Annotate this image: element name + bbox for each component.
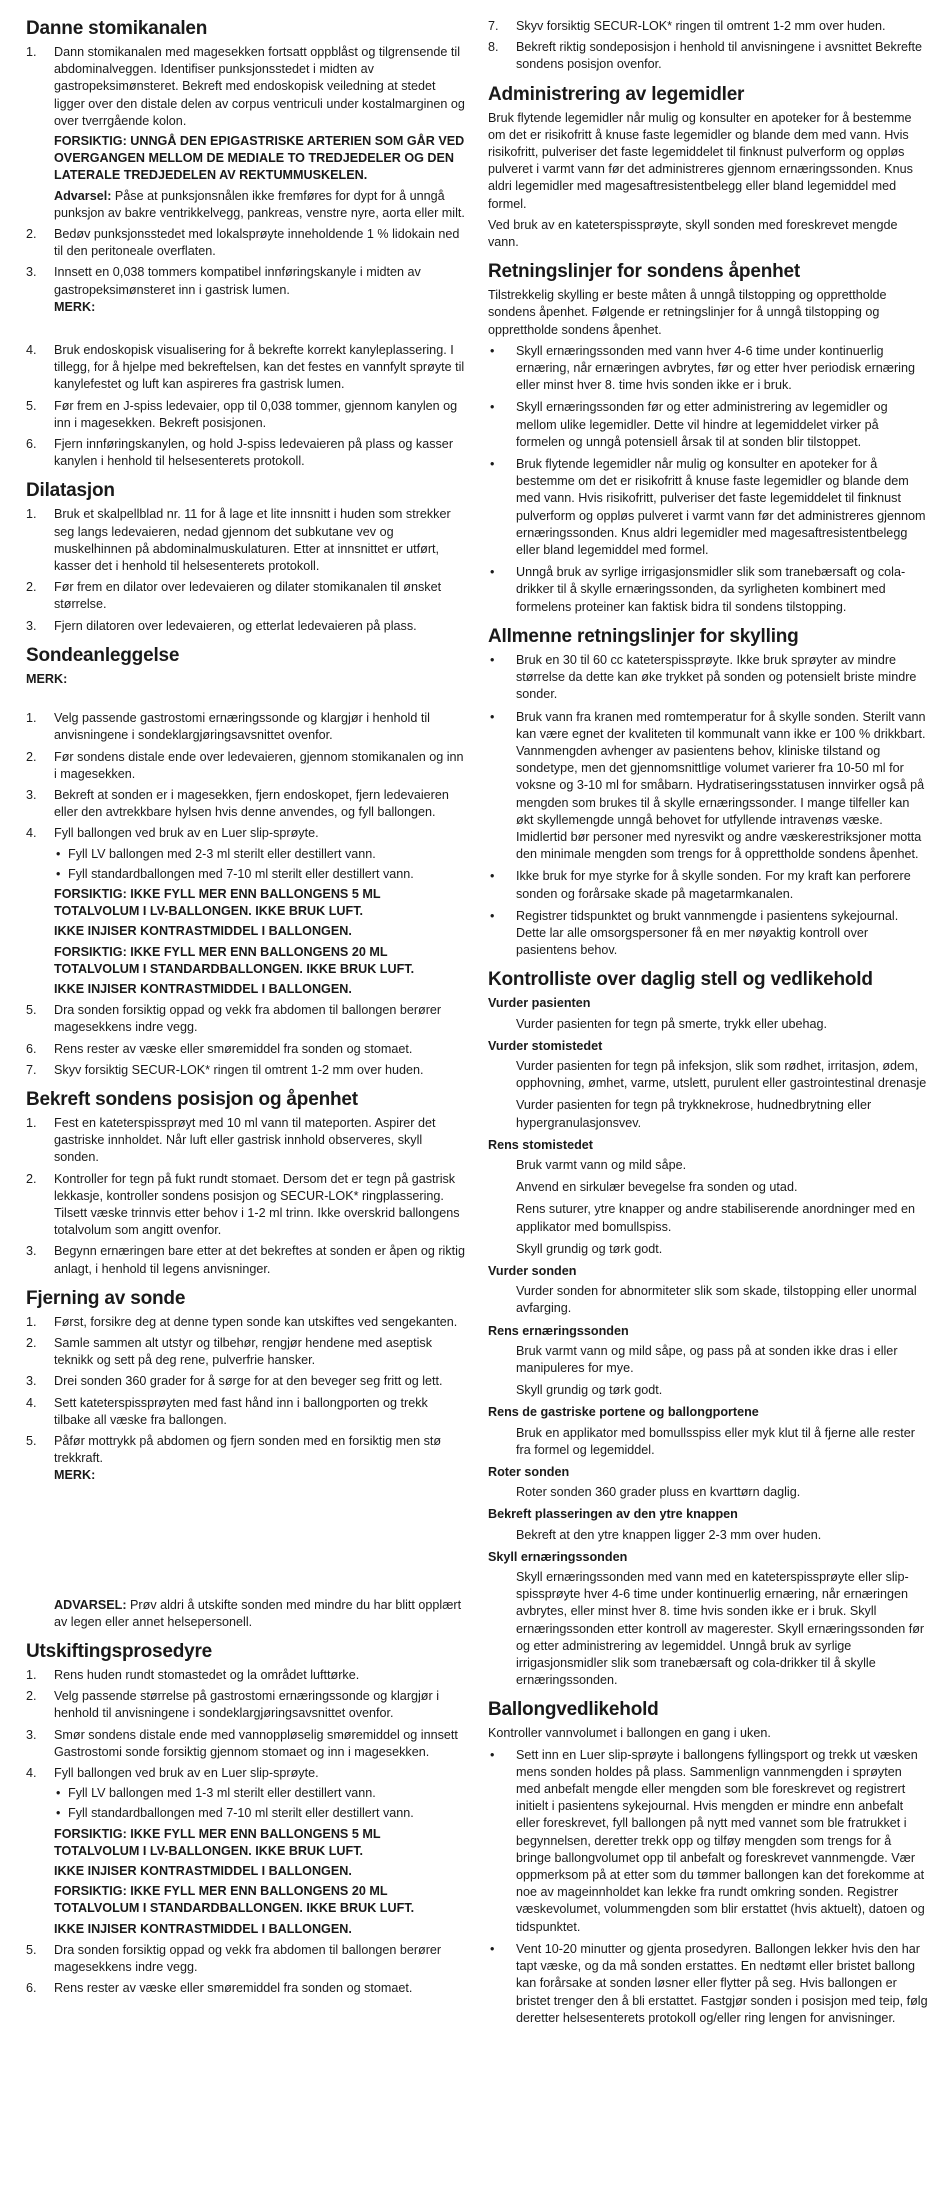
paragraph: Bruk varmt vann og mild såpe. <box>516 1157 687 1172</box>
paragraph: Bruk flytende legemidler når mulig og konsulter en apoteker for å bestemme om det er risikofritt å knuse faste legemidler og blande dem med vann. Hvis risikofritt, pulveriser det faste legemiddelet til finknust pulverform og oppløs pulveret i varmt vann før det administreres gjennom ernæringssonden. Knus aldri legemidler med magesaftresistentbelegg eller bland legemiddel med formel. <box>488 110 913 211</box>
note-label: MERK: <box>26 671 68 686</box>
list-item: • Bruk flytende legemidler når mulig og konsulter en apoteker for å bestemme om det er risikofritt å knuse faste legemidler og blande dem med vann. Hvis risikofritt, pulveriser det faste legemiddelet til finknust pulverform og oppløs pulveret i varmt vann før det administreres gjennom ernæringssonden. Knus aldri legemidler med magesaftresistentbelegg eller bland legemiddel med formel. <box>488 456 928 559</box>
list-utskifting <box>26 1667 466 1997</box>
paragraph: Bruk en applikator med bomullsspiss eller myk klut til å fjerne alle rester fra formel og legemiddel. <box>516 1425 915 1457</box>
list-item: • Skyll ernæringssonden med vann hver 4-6 time under kontinuerlig ernæring, når ernæringen avbrytes, før og etter hver periodisk ernæring eller minst hver 8. time hvis sonden ikke er i bruk. <box>488 343 928 395</box>
subheading: Rens stomistedet <box>488 1137 593 1152</box>
section-title-danne-stomikanalen: Danne stomikanalen <box>26 18 208 39</box>
paragraph: Vurder pasienten for tegn på smerte, trykk eller ubehag. <box>516 1016 828 1031</box>
list-fjerning <box>26 1314 466 1485</box>
paragraph: Ved bruk av en kateterspissprøyte, skyll sonden med foreskrevet mengde vann. <box>488 217 898 250</box>
list-item: 1. Rens huden rundt stomastedet og la området lufttørke. <box>26 1668 360 1683</box>
list-item: • Registrer tidspunktet og brukt vannmengde i pasientens sykejournal. Dette lar alle omsorgspersoner få en mer nøyaktig kontroll over pasientens behov. <box>488 908 928 960</box>
list-item: 1. Dann stomikanalen med magesekken fortsatt oppblåst og tilgrensende til abdominalveggen. Identifiser punksjonsstedet i midten av gastropeksimønsteret. Bekreft med endoskopisk veiledning at stedet ligger over den distale delen av corpus ventriculi under kostalmarginen og over tverrgående kolon. FORSIKTIG: UNNGÅ DEN EPIGASTRISKE ARTERIEN SOM GÅR VED OVERGANGEN MELLOM DE MEDIALE TO TREDJEDELER OG DEN LATERALE TREDJEDELEN AV REKTUMMUSKELEN. Advarsel: Påse at punksjonsnålen ikke fremføres for dypt for å unngå punksjon av bakre ventrikkelvegg, pankreas, venstre nyre, aorta eller milt. <box>26 44 466 222</box>
caution-text: FORSIKTIG: UNNGÅ DEN EPIGASTRISKE ARTERIEN SOM GÅR VED OVERGANGEN MELLOM DE MEDIALE TO TREDJEDELER OG DEN LATERALE TREDJEDELEN AV REKTUMMUSKELEN. <box>54 134 465 183</box>
list-item: 1. Velg passende gastrostomi ernæringssonde og klargjør i henhold til anvisningene i sondeklargjøringsavsnittet ovenfor. <box>26 711 430 743</box>
list-item: 3. Smør sondens distale ende med vannoppløselig smøremiddel og innsett Gastrostomi sonde forsiktig gjennom stomaet og inn i magesekken. <box>26 1727 458 1759</box>
paragraph: Kontroller vannvolumet i ballongen en gang i uken. <box>488 1726 771 1741</box>
list-item: 5. Dra sonden forsiktig oppad og vekk fra abdomen til ballongen berører magesekkens indre vegg. <box>26 1942 442 1975</box>
list-sondeanleggelse <box>26 710 466 1079</box>
list-item: 5. Påfør mottrykk på abdomen og fjern sonden med en forsiktig men stø trekkraft. MERK: <box>26 1433 466 1485</box>
list-utskifting-continued <box>488 18 928 74</box>
right-column <box>488 18 928 2032</box>
list-item: 1. Bruk et skalpellblad nr. 11 for å lage et lite innsnitt i huden som strekker seg langs ledevaieren, nedad gjennom det subkutane vev og muskelhinnen på abdominalmuskulaturen. Etter at innsnittet er utført, kasser det i henhold til helsesenterets protokoll. <box>26 507 451 574</box>
list-item: 3. Innsett en 0,038 tommers kompatibel innføringskanyle i midten av gastropeksimønsteret inn i gastrisk lumen. MERK: <box>26 264 466 338</box>
list-item: 3. Bekreft at sonden er i magesekken, fjern endoskopet, fjern ledevaieren eller den avtrekkbare hylsen hvis denne anvendes, og fyll ballongen. <box>26 787 449 820</box>
list-item: • Sett inn en Luer slip-sprøyte i ballongens fyllingsport og trekk ut væsken mens sonden holdes på plass. Sammenlign vannmengden i sprøyten med anbefalt mengde eller mengden som ble foreskrevet og registrert initielt i pasientens sykejournal. Hvis mengden er mindre enn anbefalt eller foreskrevet, fyll ballongen på nytt med vannet som ble fratrukket i begynnelsen, deretter trekk opp og tilføy mengden som trengs for å bringe ballongvolumet opp til anbefalt og foreskrevet vannmengde. Vær oppmerksom på at etter som du tømmer ballongen kan det forekomme at noe av mageinnholdet kan lekke fra rundt omkring sonden. Registrer væskevolumet, volummengden som blir erstattet (hvis aktuelt), datoen og tidspunktet. <box>488 1747 928 1936</box>
list-item: 2. Bedøv punksjonsstedet med lokalsprøyte inneholdende 1 % lidokain ned til den peritoneale overflaten. <box>26 227 460 259</box>
subheading: Roter sonden <box>488 1465 570 1480</box>
section-title-apenhet: Retningslinjer for sondens åpenhet <box>488 261 801 283</box>
subheading: Bekreft plasseringen av den ytre knappen <box>488 1507 738 1522</box>
list-item: 6. Fjern innføringskanylen, og hold J-spiss ledevaieren på plass og kasser kanylen i henhold til helsesenterets protokoll. <box>26 437 454 469</box>
sub-bullet: • Fyll standardballongen med 7-10 ml sterilt eller destillert vann. <box>54 866 466 883</box>
sub-bullet: • Fyll LV ballongen med 2-3 ml sterilt eller destillert vann. <box>54 846 466 863</box>
sub-bullet: • Fyll LV ballongen med 1-3 ml sterilt eller destillert vann. <box>54 1785 466 1802</box>
list-item: 3. Fjern dilatoren over ledevaieren, og etterlat ledevaieren på plass. <box>26 618 417 633</box>
list-item: • Unngå bruk av syrlige irrigasjonsmidler slik som tranebærsaft og cola-drikker til å skylle ernæringssonden, da syrligheten kombinert med formelens proteiner kan faktisk bidra til sondens tilstopping. <box>488 564 928 616</box>
bullet-list-apenhet <box>488 343 928 616</box>
caution-text: IKKE INJISER KONTRASTMIDDEL I BALLONGEN. <box>54 1864 352 1879</box>
section-title-bekreft-posisjon: Bekreft sondens posisjon og åpenhet <box>26 1088 358 1110</box>
subheading: Vurder sonden <box>488 1263 577 1278</box>
caution-text: FORSIKTIG: IKKE FYLL MER ENN BALLONGENS 20 ML TOTALVOLUM I STANDARDBALLONGEN. IKKE BRUK LUFT. <box>54 944 415 976</box>
list-item: 7. Skyv forsiktig SECUR-LOK* ringen til omtrent 1-2 mm over huden. <box>488 19 886 33</box>
list-item: • Vent 10-20 minutter og gjenta prosedyren. Ballongen lekker hvis den har tapt væske, og da må sonden erstattes. En nedtømt eller bristet ballong kan forårsake at sonden løsner eller flytter på seg. Hvis ballongen er bristet trenger den å bli erstattet. Fastgjør sonden i posisjon med teip, følg deretter helsesenterets protokoll og/eller ring lengen for anvisninger. <box>488 1941 928 2027</box>
list-item: • Bruk vann fra kranen med romtemperatur for å skylle sonden. Sterilt vann kan være egnet der kvaliteten til kommunalt vann ikke er 100 % drikkbart. Vannmengden avhenger av pasientens behov, kliniske tilstand og sondetype, men det gjennomsnittlige volumet varierer fra 10-50 ml for voksne og 3-10 ml for småbarn. Hydratiseringsstatusen innvirker også på mengden som brukes til å skylle ernæringssonder. I mange tilfeller kan økt skyllemengde unngå behovet for utfyllende intravenøs væske. Imidlertid bør personer med nyresvikt og andre væskerestriksjoner motta den minimale mengden som trengs for å opprettholde sondens åpenhet. <box>488 709 928 864</box>
paragraph: Skyll grundig og tørk godt. <box>516 1383 663 1398</box>
paragraph: Skyll ernæringssonden med vann med en kateterspissprøyte eller slip-spissprøyte hver 4-6 time under kontinuerlig ernæring, når ernæringen avbrytes, eller minst hver 8. time hvis sonden ikke er i bruk. Skyll ernæringssonden etter kontroll av magerester. Skyll ernæringssonden før og etter administrering av legemiddel. Unngå bruk av syrlige irrigasjonsmidler slik som tranebærsaft og cola-drikker til å skylle ernæringssonden. <box>516 1570 925 1688</box>
caution-text: FORSIKTIG: IKKE FYLL MER ENN BALLONGENS 5 ML TOTALVOLUM I LV-BALLONGEN. IKKE BRUK LUFT. <box>54 886 381 919</box>
list-item: 6. Rens rester av væske eller smøremiddel fra sonden og stomaet. <box>26 1041 413 1056</box>
list-item: 4. Sett kateterspissprøyten med fast hånd inn i ballongporten og trekk tilbake all væske fra ballongen. <box>26 1395 428 1427</box>
paragraph: Vurder pasienten for tegn på trykknekrose, hudnedbrytning eller hypergranulasjonsvev. <box>516 1098 872 1130</box>
caution-text: IKKE INJISER KONTRASTMIDDEL I BALLONGEN. <box>54 981 352 996</box>
list-item: 2. Kontroller for tegn på fukt rundt stomaet. Dersom det er tegn på gastrisk lekkasje, kontroller sondens posisjon og SECUR-LOK* ringplassering. Tilsett væske trinnvis etter behov i 1-2 ml trinn. Ikke overskrid ballongens totalvolum som angitt ovenfor. <box>26 1171 460 1238</box>
list-item: 5. Før frem en J-spiss ledevaier, opp til 0,038 tommer, gjennom kanylen og inn i magesekken. Bekreft posisjonen. <box>26 398 458 430</box>
section-title-kontrolliste: Kontrolliste over daglig stell og vedlikehold <box>488 969 873 991</box>
list-item: 1. Først, forsikre deg at denne typen sonde kan utskiftes ved sengekanten. <box>26 1314 458 1329</box>
subheading: Rens ernæringssonden <box>488 1323 629 1338</box>
paragraph: Vurder pasienten for tegn på infeksjon, slik som rødhet, irritasjon, ødem, opphovning, ømhet, varme, utslett, purulent eller gastrointestinal drenasje <box>516 1058 927 1091</box>
list-danne-stomikanalen <box>26 44 466 470</box>
list-item: 2. Før frem en dilator over ledevaieren og dilater stomikanalen til ønsket størrelse. <box>26 580 442 612</box>
note-label: MERK: <box>54 1468 96 1483</box>
section-title-legemidler: Administrering av legemidler <box>488 83 745 105</box>
item-text: Dann stomikanalen med magesekken fortsatt oppblåst og tilgrensende til abdominalveggen. Identifiser punksjonsstedet i midten av gastropeksimønsteret. Bekreft med endoskopisk veiledning at stedet ligger over den distale delen av corpus ventriculi under kostalmarginen og over tverrgående kolon. <box>54 45 465 128</box>
sub-bullet: • Fyll standardballongen med 7-10 ml sterilt eller destillert vann. <box>54 1805 466 1822</box>
paragraph: Vurder sonden for abnormiteter slik som skade, tilstopping eller unormal avfarging. <box>516 1284 917 1316</box>
list-item: • Ikke bruk for mye styrke for å skylle sonden. For my kraft kan perforere sonden og forårsake skade på magetarmkanalen. <box>488 868 928 902</box>
caution-text: IKKE INJISER KONTRASTMIDDEL I BALLONGEN. <box>54 1921 352 1936</box>
list-item: • Bruk en 30 til 60 cc kateterspissprøyte. Ikke bruk sprøyter av mindre størrelse da dette kan øke trykket på sonden og potensielt briste mindre sonder. <box>488 652 928 704</box>
list-item: 8. Bekreft riktig sondeposisjon i henhold til anvisningene i avsnittet Bekrefte sondens posisjon ovenfor. <box>488 40 923 72</box>
list-item: 7. Skyv forsiktig SECUR-LOK* ringen til omtrent 1-2 mm over huden. <box>26 1062 424 1077</box>
paragraph: Bruk varmt vann og mild såpe, og pass på at sonden ikke dras i eller manipuleres for mye. <box>516 1343 898 1375</box>
list-item: 4. Bruk endoskopisk visualisering for å bekrefte korrekt kanyleplassering. I tillegg, for å hjelpe med bekreftelsen, kan det festes en vannfylt sprøyte til kanylefestet og luft kan aspireres fra gastrisk lumen. <box>26 343 465 392</box>
bullet-list-skylling <box>488 652 928 959</box>
paragraph: Rens suturer, ytre knapper og andre stabiliserende anordninger med en applikator med bomullspiss. <box>516 1202 916 1234</box>
subheading: Rens de gastriske portene og ballongportene <box>488 1405 759 1420</box>
bullet-list-ballong <box>488 1747 928 2027</box>
left-column <box>26 18 466 2001</box>
paragraph: Roter sonden 360 grader pluss en kvarttørn daglig. <box>516 1485 801 1500</box>
list-bekreft-posisjon <box>26 1115 466 1278</box>
paragraph: Tilstrekkelig skylling er beste måten å unngå tilstopping og opprettholde sondens åpenhet. Følgende er retningslinjer for å unngå tilstopping og opprettholde sondens åpenhet. <box>488 288 887 337</box>
list-item: 2. Før sondens distale ende over ledevaieren, gjennom stomikanalen og inn i magesekken. <box>26 749 464 781</box>
caution-text: FORSIKTIG: IKKE FYLL MER ENN BALLONGENS 5 ML TOTALVOLUM I LV-BALLONGEN. IKKE BRUK LUFT. <box>54 1826 381 1858</box>
note-label: MERK: <box>54 299 96 314</box>
list-item: • Skyll ernæringssonden før og etter administrering av legemidler og mellom ulike legemidler. Dette vil hindre at legemiddelet virker på formelen og unngå potensiell årsak til at sonden blir tilstoppet. <box>488 399 928 451</box>
warning-note: ADVARSEL: Prøv aldri å utskifte sonden med mindre du har blitt opplært av legen eller annet helsepersonell. <box>54 1597 462 1629</box>
subheading: Vurder pasienten <box>488 996 591 1011</box>
caution-text: FORSIKTIG: IKKE FYLL MER ENN BALLONGENS 20 ML TOTALVOLUM I STANDARDBALLONGEN. IKKE BRUK LUFT. <box>54 1884 415 1916</box>
section-title-skylling: Allmenne retningslinjer for skylling <box>488 625 799 647</box>
list-item: 4. Fyll ballongen ved bruk av en Luer slip-sprøyte. • Fyll LV ballongen med 2-3 ml sterilt eller destillert vann. • Fyll standardballongen med 7-10 ml sterilt eller destillert vann. FORSIKTIG: IKKE FYLL MER ENN BALLONGENS 5 ML TOTALVOLUM I LV-BALLONGEN. IKKE BRUK LUFT. IKKE INJISER KONTRASTMIDDEL I BALLONGEN. FORSIKTIG: IKKE FYLL MER ENN BALLONGENS 20 ML TOTALVOLUM I STANDARDBALLONGEN. IKKE BRUK LUFT. IKKE INJISER KONTRASTMIDDEL I BALLONGEN. <box>26 825 466 998</box>
subheading: Skyll ernæringssonden <box>488 1549 628 1564</box>
list-item: 2. Samle sammen alt utstyr og tilbehør, rengjør hendene med aseptisk teknikk og sett på deg rene, pulverfrie hansker. <box>26 1335 432 1368</box>
section-title-ballongvedlikehold: Ballongvedlikehold <box>488 1699 659 1721</box>
subheading: Vurder stomistedet <box>488 1038 603 1053</box>
caution-text: IKKE INJISER KONTRASTMIDDEL I BALLONGEN. <box>54 924 352 939</box>
section-title-dilatasjon: Dilatasjon <box>26 480 115 502</box>
warning-note: Advarsel: Påse at punksjonsnålen ikke fremføres for dypt for å unngå punksjon av bakre ventrikkelvegg, pankreas, venstre nyre, aorta eller milt. <box>54 188 465 220</box>
list-item: 3. Begynn ernæringen bare etter at det bekreftes at sonden er åpen og riktig anlagt, i henhold til legens anvisninger. <box>26 1244 465 1276</box>
paragraph: Skyll grundig og tørk godt. <box>516 1241 663 1256</box>
list-item: 5. Dra sonden forsiktig oppad og vekk fra abdomen til ballongen berører magesekkens indre vegg. <box>26 1003 442 1035</box>
section-title-utskifting: Utskiftingsprosedyre <box>26 1641 213 1663</box>
list-item: 2. Velg passende størrelse på gastrostomi ernæringssonde og klargjør i henhold til anvisningene i sondeklargjøringsavsnittet ovenfor. <box>26 1689 439 1721</box>
list-item: 4. Fyll ballongen ved bruk av en Luer slip-sprøyte. • Fyll LV ballongen med 1-3 ml sterilt eller destillert vann. • Fyll standardballongen med 7-10 ml sterilt eller destillert vann. FORSIKTIG: IKKE FYLL MER ENN BALLONGENS 5 ML TOTALVOLUM I LV-BALLONGEN. IKKE BRUK LUFT. IKKE INJISER KONTRASTMIDDEL I BALLONGEN. FORSIKTIG: IKKE FYLL MER ENN BALLONGENS 20 ML TOTALVOLUM I STANDARDBALLONGEN. IKKE BRUK LUFT. IKKE INJISER KONTRASTMIDDEL I BALLONGEN. <box>26 1765 466 1938</box>
section-title-sondeanleggelse: Sondeanleggelse <box>26 644 180 666</box>
list-item: 3. Drei sonden 360 grader for å sørge for at den beveger seg fritt og lett. <box>26 1374 443 1389</box>
list-item: 1. Fest en kateterspissprøyt med 10 ml vann til mateporten. Aspirer det gastriske innholdet. Når luft eller gastrisk innhold observeres, skyll sonden. <box>26 1115 436 1165</box>
paragraph: Bekreft at den ytre knappen ligger 2-3 mm over huden. <box>516 1527 822 1542</box>
list-item: 6. Rens rester av væske eller smøremiddel fra sonden og stomaet. <box>26 1981 413 1996</box>
list-dilatasjon <box>26 506 466 634</box>
section-title-fjerning: Fjerning av sonde <box>26 1287 186 1309</box>
paragraph: Anvend en sirkulær bevegelse fra sonden og utad. <box>516 1180 798 1195</box>
